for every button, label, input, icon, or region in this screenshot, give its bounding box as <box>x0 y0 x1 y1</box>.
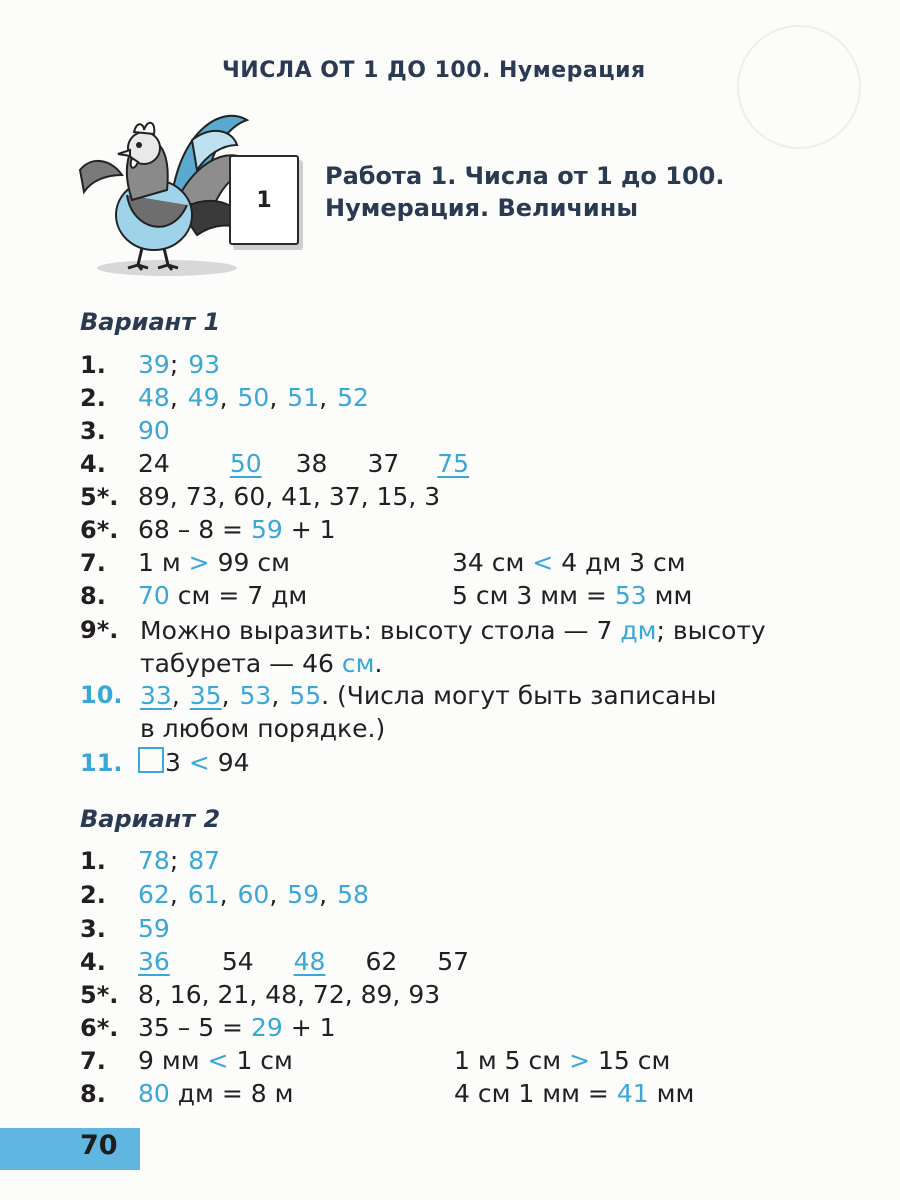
v1-item-3: 3. 90 <box>80 416 170 445</box>
v1-item-11: 11. 3 < 94 <box>80 748 250 777</box>
v2-item-2: 2. 62, 61, 60, 59, 58 <box>80 880 369 909</box>
v1-item-10-number: 10. <box>80 681 123 709</box>
v2-item-8: 8. 80 дм = 8 м 4 см 1 мм = 41 мм <box>80 1079 695 1108</box>
v1-item-8: 8. 70 см = 7 дм 5 см 3 мм = 53 мм <box>80 581 693 610</box>
page-number: 70 <box>80 1130 118 1161</box>
work-title <box>325 160 855 224</box>
work-title-line1: Работа 1. Числа от 1 до 100. <box>325 162 725 190</box>
work-number-box: 1 <box>229 155 299 245</box>
variant-2-heading: Вариант 2 <box>80 805 221 833</box>
v1-item-9-number: 9*. <box>80 616 119 644</box>
v2-item-5: 5*. 8, 16, 21, 48, 72, 89, 93 <box>80 980 441 1009</box>
v1-item-5: 5*. 89, 73, 60, 41, 37, 15, 3 <box>80 482 441 511</box>
v1-item-6: 6*. 68 – 8 = 59 + 1 <box>80 515 336 544</box>
empty-box-square <box>138 747 164 773</box>
v1-item-7: 7. 1 м > 99 см 34 см < 4 дм 3 см <box>80 548 686 577</box>
v2-item-3: 3. 59 <box>80 914 170 943</box>
v2-item-4: 4. 36 54 48 62 57 <box>80 947 470 976</box>
v2-item-6: 6*. 35 – 5 = 29 + 1 <box>80 1013 336 1042</box>
work-title-line2: Нумерация. Величины <box>325 194 639 222</box>
v1-item-4: 4. 24 50 38 37 75 <box>80 449 470 478</box>
v1-item-9-text: Можно выразить: высоту стола — 7 дм; высоту табурета — 46 см. <box>140 616 766 678</box>
variant-1-heading: Вариант 1 <box>80 308 221 336</box>
section-header: ЧИСЛА ОТ 1 ДО 100. Нумерация <box>222 58 646 83</box>
v2-item-1: 1. 78; 87 <box>80 846 221 875</box>
v2-item-7: 7. 9 мм < 1 см 1 м 5 см > 15 см <box>80 1046 671 1075</box>
v1-item-10-text: 33, 35, 53, 55. (Числа могут быть записаны в любом порядке.) <box>140 681 717 743</box>
page-number-bar <box>0 1128 140 1170</box>
v1-item-1: 1. 39; 93 <box>80 350 221 379</box>
v1-item-2: 2. 48, 49, 50, 51, 52 <box>80 383 369 412</box>
